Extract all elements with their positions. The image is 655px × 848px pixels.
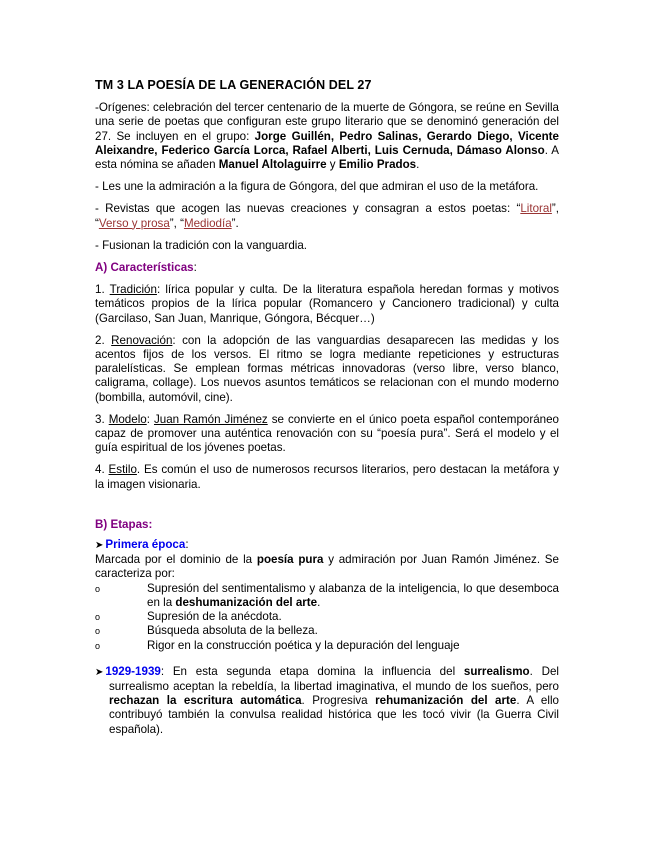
stage2-label: 1929-1939	[105, 664, 161, 678]
list-item	[95, 639, 559, 653]
section-a-colon: :	[193, 261, 197, 275]
origins-paragraph	[95, 101, 559, 172]
feature-colon: :	[146, 412, 154, 426]
link-mediodia[interactable]: Mediodía	[183, 216, 232, 230]
document-title: TM 3 LA POESÍA DE LA GENERACIÓN DEL 27	[95, 78, 372, 92]
document-page	[95, 78, 559, 745]
quote-close: ”.	[231, 216, 239, 230]
section-a-label: A) Características	[95, 261, 194, 275]
quote-close: ”,	[169, 216, 181, 230]
stage1-colon: :	[185, 538, 189, 552]
feature-tradicion	[95, 283, 559, 326]
stage2-text: . Del surrealismo aceptan la rebeldía, la libertad imaginativa, el mundo de los sueños, pero	[109, 664, 559, 693]
fusion-paragraph: - Fusionan la tradición con la vanguardia.	[95, 238, 308, 252]
quote-open: “	[95, 216, 99, 230]
feature-term: Modelo	[108, 412, 147, 426]
feature-term: Estilo	[108, 463, 137, 477]
origins-lead: -Orígenes: celebración del tercer centenario de la muerte de Góngora, se reúne en Sevilla una serie de poetas que configuran este grupo literario que se denominó generación del 27. Se incluyen en el grupo:	[95, 101, 559, 143]
quote-open: “	[516, 202, 521, 216]
feature-renovacion	[95, 334, 559, 405]
feature-number: 4.	[95, 463, 109, 477]
section-b-heading	[95, 518, 559, 532]
circle-bullet-icon: o	[95, 612, 101, 623]
stage1-intro-c: y admiración por Juan Ramón Jiménez. Se caracteriza por:	[95, 553, 559, 581]
stage2-bold: surrealismo	[463, 664, 530, 678]
stage1-intro-a: Marcada por el dominio de la	[95, 553, 257, 567]
stage2-bold: rehumanización del arte	[375, 694, 517, 708]
list-item	[95, 582, 559, 610]
feature-estilo	[95, 463, 559, 491]
stage1-intro-b: poesía pura	[256, 553, 324, 567]
origins-end: .	[416, 158, 420, 172]
feature-text: : lírica popular y culta. De la literatura española heredan formas y motivos temáticos propios de la lírica popular (Romancero y Cancionero tradicional) y culta (Garcilaso, San Juan, Manrique, Góngora, Bécquer…)	[95, 283, 559, 325]
magazines-paragraph	[95, 202, 559, 230]
group-names: Jorge Guillén, Pedro Salinas, Gerardo Diego, Vicente Aleixandre, Federico García Lorca, Rafael Alberti, Luis Cernuda, Dámaso Alonso	[95, 129, 559, 157]
section-a-heading	[95, 261, 559, 275]
item-end: .	[317, 595, 321, 609]
link-litoral[interactable]: Litoral	[520, 202, 552, 216]
stage2-text: : En esta segunda etapa domina la influencia del	[160, 664, 464, 678]
stage1-intro	[95, 553, 559, 581]
stage2-text: . A ello contribuyó también la convulsa realidad histórica que les tocó vivir (la Guerra Civil española).	[109, 694, 559, 736]
list-item	[95, 624, 559, 638]
stage1-list	[95, 582, 559, 653]
origins-and: y	[326, 158, 339, 172]
quote-open: “	[180, 216, 184, 230]
feature-term-jrj: Juan Ramón Jiménez	[153, 412, 268, 426]
feature-modelo	[95, 413, 559, 456]
arrow-bullet-icon: ➤	[95, 666, 104, 678]
item-text: Búsqueda absoluta de la belleza.	[147, 624, 318, 638]
item-text: Supresión del sentimentalismo y alabanza de la inteligencia, lo que desemboca en la	[147, 581, 559, 609]
gongora-paragraph: - Les une la admiración a la figura de Góngora, del que admiran el uso de la metáfora.	[95, 180, 539, 194]
item-text: Supresión de la anécdota.	[147, 610, 282, 624]
link-verso-y-prosa[interactable]: Verso y prosa	[98, 216, 170, 230]
circle-bullet-icon: o	[95, 583, 101, 594]
feature-text: : con la adopción de las vanguardias desaparecen las medidas y los acentos fijos de los versos. El ritmo se logra mediante repeticiones y estructuras paralelísticas. Se emplean formas métricas innovadoras (verso libre, verso blanco, caligrama, collage). Los nuevos asuntos temáticos se relacionan con el mundo moderno (bombilla, automóvil, cine).	[95, 333, 560, 404]
circle-bullet-icon: o	[95, 640, 101, 651]
feature-term: Tradición	[109, 283, 157, 297]
item-bold: deshumanización del arte	[175, 595, 318, 609]
stage2-text: . Progresiva	[301, 694, 376, 708]
feature-number: 2.	[95, 333, 112, 347]
circle-bullet-icon: o	[95, 626, 101, 637]
feature-text: . Es común el uso de numerosos recursos literarios, pero destacan la metáfora y la imagen visionaria.	[95, 463, 559, 491]
poet-altolaguirre: Manuel Altolaguirre	[218, 158, 327, 172]
poet-prados: Emilio Prados	[338, 158, 417, 172]
stage1-heading	[95, 538, 559, 553]
quote-close: ”,	[551, 202, 559, 216]
item-text: Rigor en la construcción poética y la depuración del lenguaje	[147, 638, 460, 652]
stage2-bold: rechazan la escritura automática	[109, 694, 302, 708]
magazines-lead: - Revistas que acogen las nuevas creaciones y consagran a estos poetas:	[95, 202, 517, 216]
arrow-bullet-icon: ➤	[95, 540, 104, 552]
list-item	[95, 610, 559, 624]
stage2-paragraph	[95, 665, 559, 737]
feature-number: 3.	[95, 412, 109, 426]
feature-term: Renovación	[111, 333, 173, 347]
feature-text: se convierte en el único poeta español contemporáneo capaz de promover una auténtica renovación con su “poesía pura”. Será el modelo y el guía espiritual de los jóvenes poetas.	[95, 412, 559, 455]
stage1-label: Primera época	[105, 538, 186, 552]
section-b-label: B) Etapas:	[95, 517, 153, 531]
feature-number: 1.	[95, 283, 110, 297]
origins-mid: . A esta nómina se añaden	[95, 143, 559, 172]
